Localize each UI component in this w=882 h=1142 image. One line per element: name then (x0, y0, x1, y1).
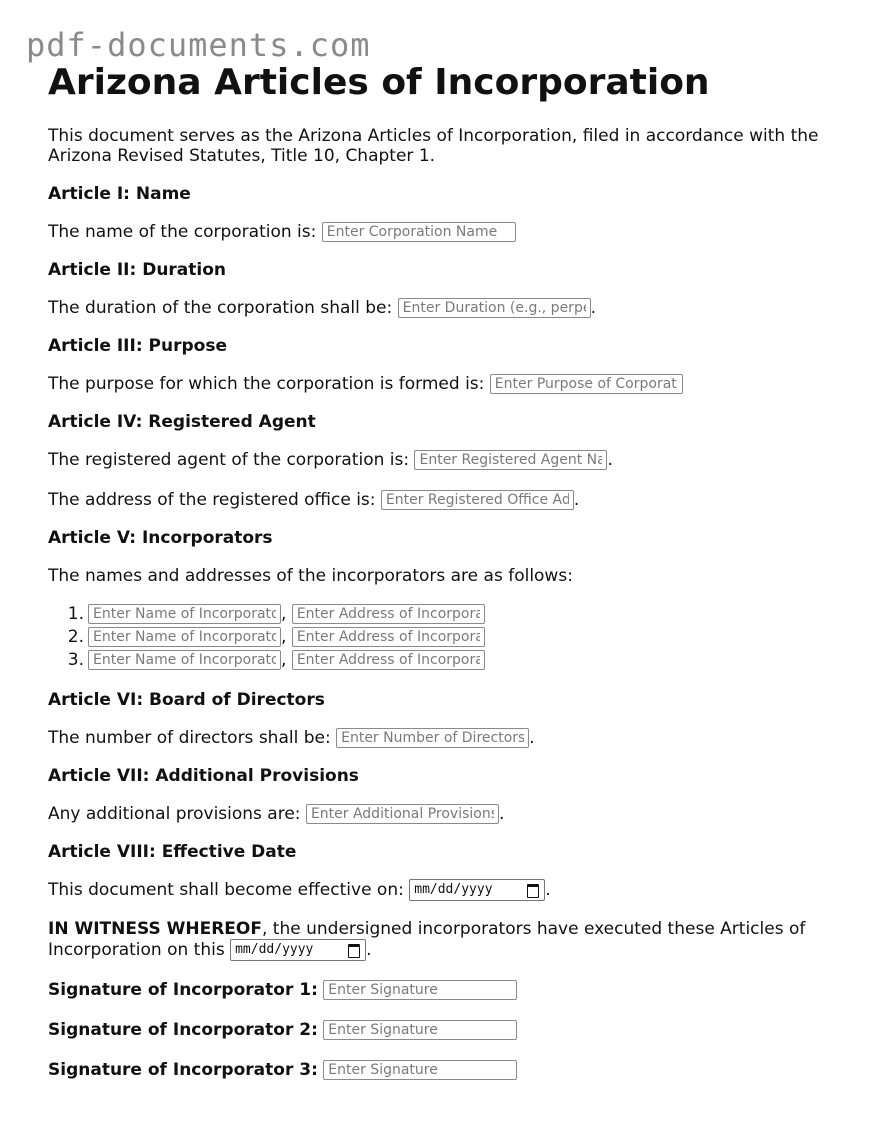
signature-3-label: Signature of Incorporator 3: (48, 1060, 318, 1080)
article-7-heading: Article VII: Additional Provisions (48, 766, 359, 786)
list-number: 2. (67, 627, 84, 647)
incorporator-1-address-input[interactable] (292, 604, 485, 624)
duration-suffix: . (590, 298, 597, 318)
watermark: pdf-documents.com (26, 26, 371, 64)
incorporator-3-address-input[interactable] (292, 650, 485, 670)
duration-input[interactable] (398, 298, 591, 318)
article-8-heading: Article VIII: Effective Date (48, 842, 297, 862)
article-7-line (48, 803, 848, 825)
signature-3-input[interactable] (323, 1060, 517, 1080)
witness-text: , the undersigned incorporators have executed these Articles of Incorporation on this (48, 919, 806, 960)
witness-paragraph (48, 919, 848, 961)
article-3-line (48, 373, 848, 395)
incorporator-3-name-input[interactable] (88, 650, 281, 670)
witness-date-input[interactable] (230, 939, 366, 961)
witness-suffix: . (366, 940, 372, 960)
separator: , (281, 604, 287, 624)
provisions-input[interactable] (306, 804, 499, 824)
article-5-heading: Article V: Incorporators (48, 528, 273, 548)
corporation-name-label: The name of the corporation is: (48, 222, 317, 242)
witness-bold: IN WITNESS WHEREOF (48, 919, 262, 939)
signature-1-input[interactable] (323, 980, 517, 1000)
agent-line (48, 449, 848, 471)
incorporator-item (48, 649, 848, 672)
effective-date-input[interactable] (409, 879, 545, 901)
signature-2-line (48, 1019, 848, 1041)
date-placeholder: mm/dd/yyyy (414, 882, 493, 897)
duration-label: The duration of the corporation shall be: (48, 298, 393, 318)
page-title: Arizona Articles of Incorporation (48, 62, 710, 103)
registered-office-input[interactable] (381, 490, 574, 510)
provisions-label: Any additional provisions are: (48, 804, 301, 824)
article-8-line (48, 879, 848, 901)
separator: , (281, 627, 287, 647)
signature-1-label: Signature of Incorporator 1: (48, 980, 318, 1000)
incorporator-1-name-input[interactable] (88, 604, 281, 624)
corporation-name-input[interactable] (322, 222, 516, 242)
list-number: 3. (67, 650, 84, 670)
incorporator-item (48, 603, 848, 626)
effective-date-label: This document shall become effective on: (48, 880, 404, 900)
directors-input[interactable] (336, 728, 529, 748)
registered-agent-input[interactable] (414, 450, 607, 470)
directors-label: The number of directors shall be: (48, 728, 331, 748)
article-4-heading: Article IV: Registered Agent (48, 412, 316, 432)
article-2-heading: Article II: Duration (48, 260, 227, 280)
date-placeholder: mm/dd/yyyy (235, 942, 314, 957)
incorporator-2-address-input[interactable] (292, 627, 485, 647)
article-6-heading: Article VI: Board of Directors (48, 690, 325, 710)
article-1-line (48, 221, 848, 243)
purpose-input[interactable] (490, 374, 683, 394)
article-1-heading: Article I: Name (48, 184, 191, 204)
registered-agent-suffix: . (607, 450, 613, 470)
calendar-icon[interactable] (348, 944, 360, 958)
intro-text: This document serves as the Arizona Articles of Incorporation, filed in accordance with the Arizona Revised Statutes, Title 10, Chapter 1. (48, 126, 819, 166)
provisions-suffix: . (498, 804, 505, 824)
article-2-line (48, 297, 848, 319)
signature-2-label: Signature of Incorporator 2: (48, 1020, 318, 1040)
article-6-line (48, 727, 848, 749)
document-body (48, 62, 848, 1081)
office-line (48, 489, 848, 511)
calendar-icon[interactable] (527, 884, 539, 898)
article-3-heading: Article III: Purpose (48, 336, 227, 356)
purpose-label: The purpose for which the corporation is formed is: (48, 374, 485, 394)
registered-office-suffix: . (573, 490, 580, 510)
list-number: 1. (67, 604, 84, 624)
incorporator-2-name-input[interactable] (88, 627, 281, 647)
registered-office-label: The address of the registered office is: (48, 490, 376, 510)
effective-date-suffix: . (545, 880, 551, 900)
signature-3-line (48, 1059, 848, 1081)
incorporators-list (48, 603, 848, 672)
signature-2-input[interactable] (323, 1020, 517, 1040)
directors-suffix: . (529, 728, 535, 748)
incorporator-item (48, 626, 848, 649)
signature-1-line (48, 979, 848, 1001)
separator: , (281, 650, 287, 670)
registered-agent-label: The registered agent of the corporation is: (48, 450, 410, 470)
incorporators-intro: The names and addresses of the incorporators are as follows: (48, 566, 573, 586)
